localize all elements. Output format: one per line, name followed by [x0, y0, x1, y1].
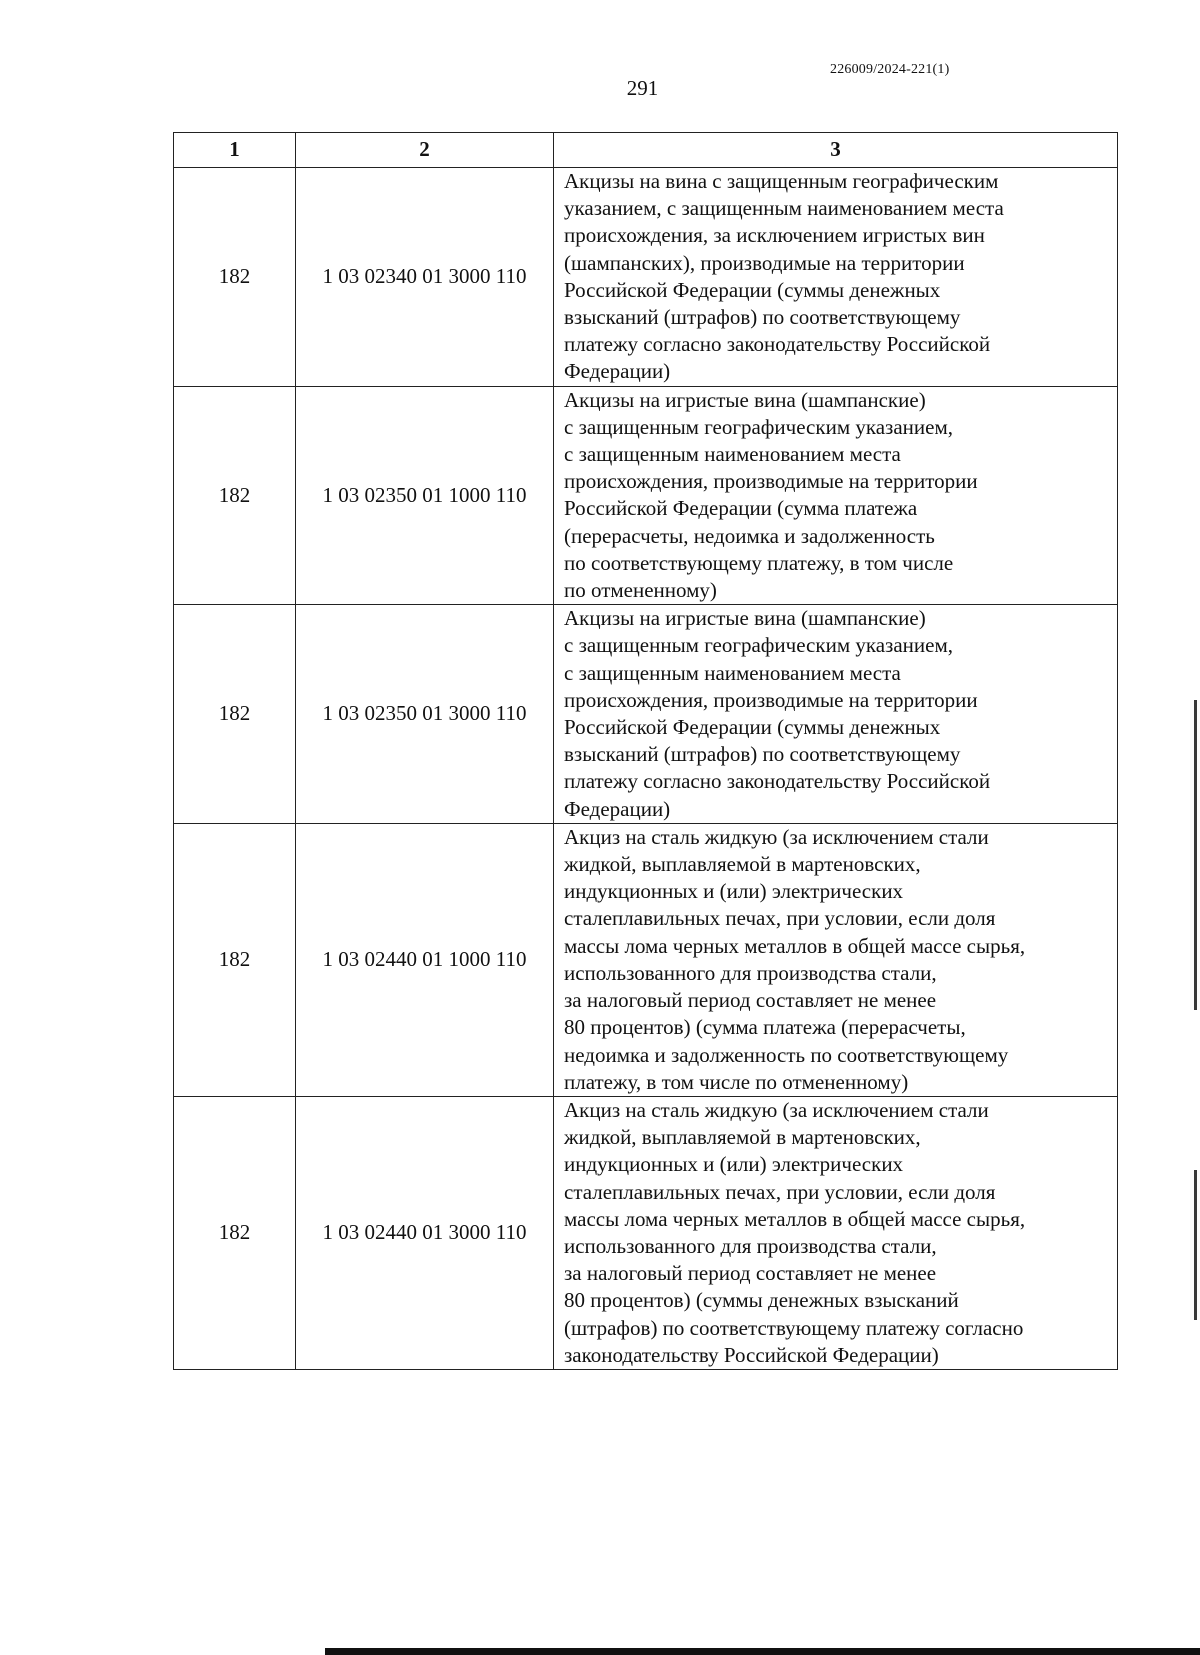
description-line: Акциз на сталь жидкую (за исключением стали [564, 1097, 989, 1122]
description-line: (шампанских), производимые на территории [564, 250, 965, 275]
table-row [174, 1096, 1118, 1369]
description-line: использованного для производства стали, [564, 1233, 937, 1258]
description-line: индукционных и (или) электрических [564, 879, 904, 904]
description-line: массы лома черных металлов в общей массе сырья, [564, 1206, 1026, 1231]
budget-classification-code-cell: 1 03 02440 01 1000 110 [296, 823, 554, 1096]
description-line: происхождения, за исключением игристых вин [564, 223, 985, 248]
scan-edge-mark [1194, 700, 1197, 1010]
budget-classification-code-cell: 1 03 02340 01 3000 110 [296, 168, 554, 387]
budget-classification-code-cell: 1 03 02350 01 3000 110 [296, 605, 554, 824]
column-header-1: 1 [174, 133, 296, 168]
description-cell [554, 1096, 1118, 1369]
description-line: Акциз на сталь жидкую (за исключением стали [564, 824, 989, 849]
description-line: Федерации) [564, 796, 671, 821]
description-line: (перерасчеты, недоимка и задолженность [564, 523, 935, 548]
description-line: жидкой, выплавляемой в мартеновских, [564, 852, 921, 877]
description-line: по соответствующему платежу, в том числе [564, 550, 954, 575]
description-line: за налоговый период составляет не менее [564, 988, 937, 1013]
description-line: Федерации) [564, 359, 671, 384]
description-line: платежу согласно законодательству Российской [564, 769, 991, 794]
description-line: взысканий (штрафов) по соответствующему [564, 305, 961, 330]
description-line: по отмененному) [564, 578, 717, 603]
table-row [174, 168, 1118, 387]
document-registration-number: 226009/2024-221(1) [830, 62, 950, 77]
description-line: Российской Федерации (суммы денежных [564, 277, 941, 302]
scan-bottom-edge [325, 1648, 1200, 1655]
budget-classification-code-cell: 1 03 02440 01 3000 110 [296, 1096, 554, 1369]
description-line: происхождения, производимые на территории [564, 469, 978, 494]
description-line: использованного для производства стали, [564, 960, 937, 985]
description-line: с защищенным наименованием места [564, 660, 901, 685]
description-line: с защищенным географическим указанием, [564, 414, 954, 439]
description-line: недоимка и задолженность по соответствующему [564, 1042, 1009, 1067]
column-header-3: 3 [554, 133, 1118, 168]
description-line: 80 процентов) (суммы денежных взысканий [564, 1288, 959, 1313]
budget-codes-table [173, 132, 1118, 1370]
description-line: Акцизы на игристые вина (шампанские) [564, 387, 926, 412]
table-header-row [174, 133, 1118, 168]
admin-code-cell: 182 [174, 1096, 296, 1369]
description-line: жидкой, выплавляемой в мартеновских, [564, 1125, 921, 1150]
description-line: с защищенным наименованием места [564, 442, 901, 467]
description-cell [554, 605, 1118, 824]
admin-code-cell: 182 [174, 386, 296, 605]
description-line: Российской Федерации (сумма платежа [564, 496, 918, 521]
page-number: 291 [626, 76, 659, 100]
admin-code-cell: 182 [174, 605, 296, 824]
description-line: за налоговый период составляет не менее [564, 1261, 937, 1286]
table-row [174, 386, 1118, 605]
description-line: сталеплавильных печах, при условии, если доля [564, 906, 996, 931]
description-line: происхождения, производимые на территории [564, 687, 978, 712]
description-cell [554, 823, 1118, 1096]
description-line: индукционных и (или) электрических [564, 1152, 904, 1177]
column-header-2: 2 [296, 133, 554, 168]
description-line: (штрафов) по соответствующему платежу согласно [564, 1315, 1024, 1340]
description-line: массы лома черных металлов в общей массе сырья, [564, 933, 1026, 958]
description-line: платежу согласно законодательству Российской [564, 332, 991, 357]
table-row [174, 823, 1118, 1096]
description-line: Российской Федерации (суммы денежных [564, 715, 941, 740]
budget-classification-code-cell: 1 03 02350 01 1000 110 [296, 386, 554, 605]
description-cell [554, 168, 1118, 387]
description-line: 80 процентов) (сумма платежа (перерасчеты, [564, 1015, 966, 1040]
description-line: Акцизы на игристые вина (шампанские) [564, 606, 926, 631]
description-cell [554, 386, 1118, 605]
admin-code-cell: 182 [174, 168, 296, 387]
description-line: законодательству Российской Федерации) [564, 1342, 939, 1367]
scan-edge-mark [1194, 1170, 1197, 1320]
description-line: платежу, в том числе по отмененному) [564, 1069, 909, 1094]
description-line: взысканий (штрафов) по соответствующему [564, 742, 961, 767]
table-row [174, 605, 1118, 824]
description-line: указанием, с защищенным наименованием места [564, 196, 1004, 221]
admin-code-cell: 182 [174, 823, 296, 1096]
description-line: сталеплавильных печах, при условии, если доля [564, 1179, 996, 1204]
description-line: с защищенным географическим указанием, [564, 633, 954, 658]
description-line: Акцизы на вина с защищенным географическим [564, 169, 999, 193]
